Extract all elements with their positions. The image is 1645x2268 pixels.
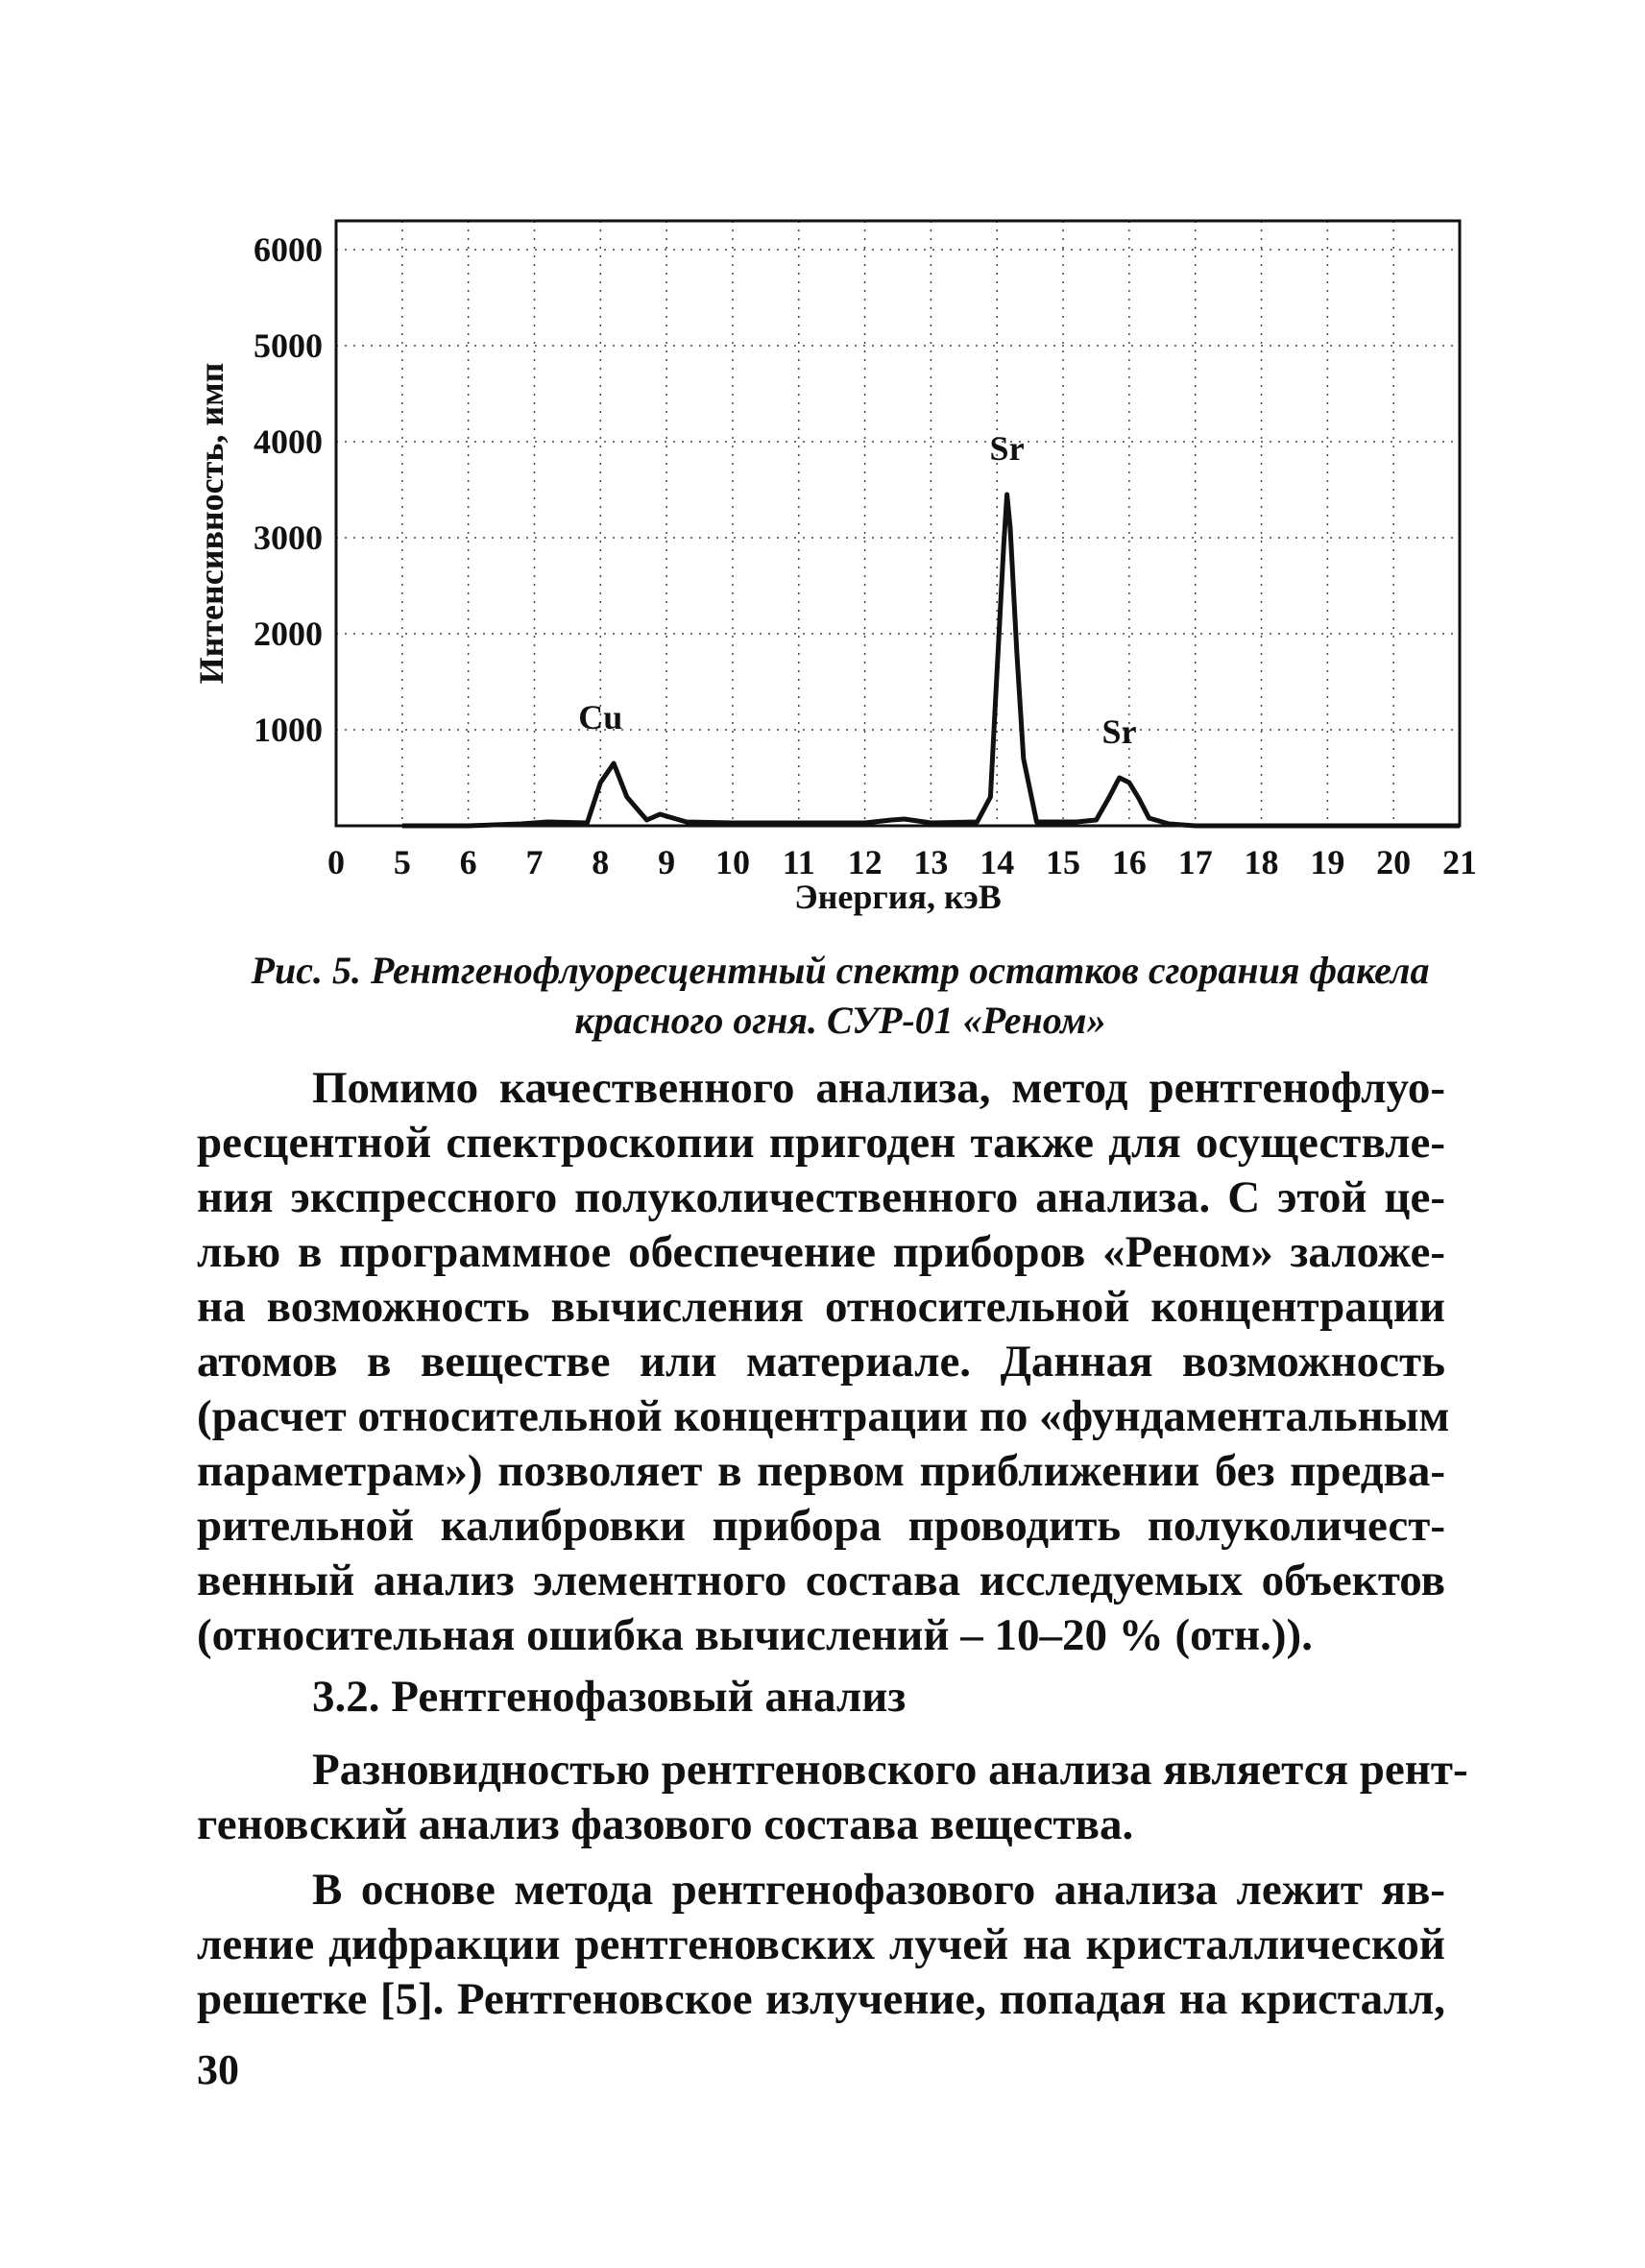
text-line: Помимо качественного анализа, метод рентгенофлуо- [312, 1063, 1445, 1113]
peak-label: Sr [1101, 712, 1137, 751]
x-tick-label: 12 [847, 843, 883, 881]
text-line: В основе метода рентгенофазового анализа лежит яв- [312, 1865, 1445, 1915]
text-line: Разновидностью рентгеновского анализа является рент- [312, 1745, 1468, 1795]
text-line: атомов в веществе или материале. Данная возможность [197, 1337, 1445, 1387]
paragraph-2 [197, 1743, 1468, 1852]
text-line: (расчет относительной концентрации по «фундаментальным [197, 1391, 1450, 1441]
text-line: ление дифракции рентгеновских лучей на кристаллической [197, 1919, 1445, 1969]
paragraph-3 [197, 1863, 1445, 2027]
x-tick-label: 21 [1442, 843, 1477, 881]
x-tick-label: 6 [459, 843, 477, 881]
plot-frame [336, 221, 1460, 826]
text-line: рительной калибровки прибора проводить полуколичест- [197, 1501, 1445, 1551]
text-line: лью в программное обеспечение приборов «Реном» заложе- [197, 1227, 1445, 1277]
x-tick-label: 9 [658, 843, 676, 881]
spectrum-chart [182, 192, 1488, 941]
grid [336, 221, 1460, 826]
x-tick-label: 0 [327, 843, 345, 881]
x-tick-label: 20 [1376, 843, 1412, 881]
text-line: венный анализ элементного состава исследуемых объектов [197, 1556, 1445, 1605]
y-tick-labels [254, 230, 323, 749]
text-line: ния экспрессного полуколичественного анализа. С этой це- [197, 1172, 1445, 1222]
y-tick-label: 5000 [254, 326, 323, 365]
text-line: ресцентной спектроскопии пригоден также для осуществле- [197, 1118, 1445, 1168]
x-tick-label: 18 [1244, 843, 1279, 881]
x-tick-label: 7 [525, 843, 544, 881]
text-line: параметрам») позволяет в первом приближении без предва- [197, 1446, 1445, 1496]
text-line: решетке [5]. Рентгеновское излучение, попадая на кристалл, [197, 1974, 1445, 2024]
spectrum-figure [182, 192, 1488, 941]
x-tick-label: 16 [1111, 843, 1147, 881]
x-tick-labels [327, 843, 1477, 881]
x-tick-label: 19 [1310, 843, 1345, 881]
spectrum-line [402, 495, 1460, 826]
text-line: (относительная ошибка вычислений – 10–20 % (отн.)). [197, 1610, 1313, 1660]
x-tick-label: 15 [1046, 843, 1081, 881]
x-tick-label: 11 [782, 843, 815, 881]
paragraph-1 [197, 1061, 1450, 1663]
page-number: 30 [197, 2046, 239, 2093]
peak-label: Sr [989, 429, 1025, 468]
caption-line: Рис. 5. Рентгенофлуоресцентный спектр остатков сгорания факела [251, 949, 1430, 992]
y-axis-label: Интенсивность, имп [192, 362, 230, 685]
y-tick-label: 4000 [254, 422, 323, 461]
x-tick-label: 14 [980, 843, 1015, 881]
y-tick-label: 6000 [254, 230, 323, 269]
section-heading: 3.2. Рентгенофазовый анализ [312, 1672, 907, 1722]
text-line: геновский анализ фазового состава вещества. [197, 1799, 1134, 1849]
peak-labels [578, 429, 1136, 751]
y-tick-label: 2000 [254, 615, 323, 653]
x-tick-label: 17 [1177, 843, 1213, 881]
caption-line: красного огня. СУР-01 «Реном» [574, 999, 1106, 1042]
y-tick-label: 1000 [254, 711, 323, 749]
x-tick-label: 8 [592, 843, 610, 881]
figure-caption [192, 946, 1488, 1046]
y-tick-label: 3000 [254, 519, 323, 557]
x-axis-label: Энергия, кэВ [794, 878, 1002, 916]
x-tick-label: 5 [393, 843, 411, 881]
peak-label: Cu [578, 698, 623, 736]
x-tick-label: 13 [913, 843, 949, 881]
x-tick-label: 10 [714, 843, 750, 881]
text-line: на возможность вычисления относительной концентрации [197, 1282, 1445, 1332]
